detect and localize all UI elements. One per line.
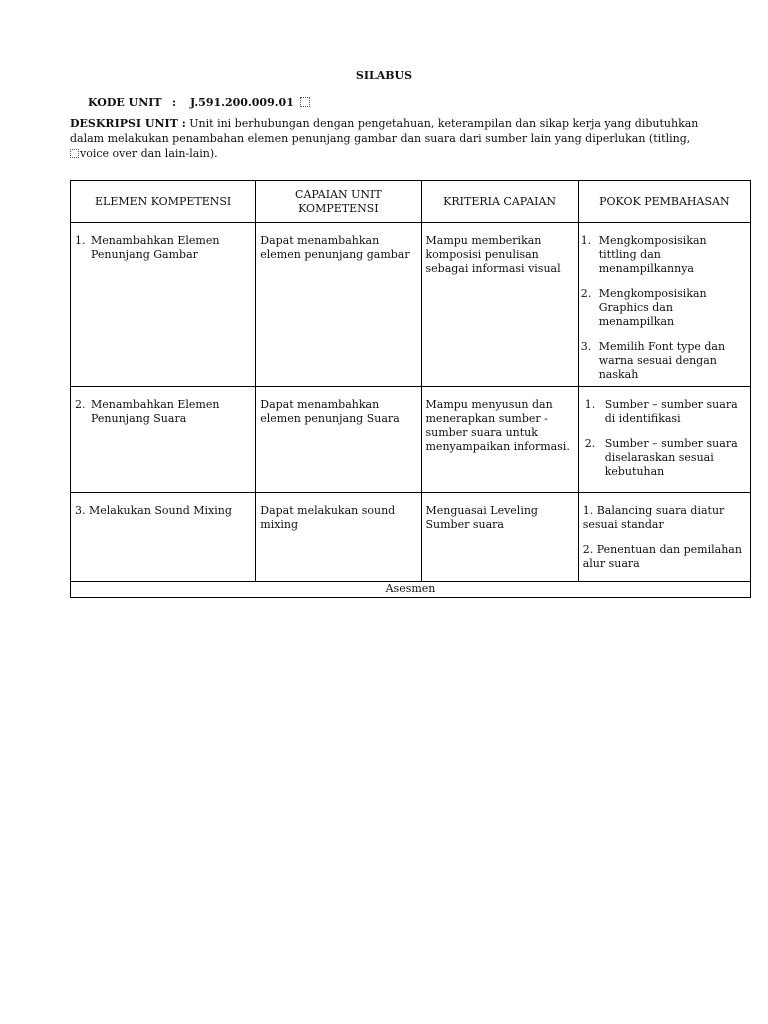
list-text: Sumber – sumber suara di identifikasi [604,398,738,425]
page-title: SILABUS [355,69,413,82]
header-pokok-pembahasan: POKOK PEMBAHASAN [578,181,750,223]
list-item [581,234,748,276]
table-row [71,493,751,582]
capaian-text: Dapat menambahkan elemen penunjang gambar [260,234,410,261]
list-item [581,287,748,329]
capaian-text: Dapat menambahkan elemen penunjang Suara [260,398,400,425]
pokok-cell [578,493,750,582]
pokok-cell [578,387,750,493]
kriteria-cell [421,493,578,582]
kriteria-cell [421,387,578,493]
kriteria-text: Mampu menyusun dan menerapkan sumber - sumber suara untuk menyampaikan informasi. [425,398,570,453]
list-number: 2. [584,437,596,450]
kriteria-cell [421,223,578,387]
kode-unit-row [88,96,310,109]
elemen-cell [71,493,256,582]
list-text: Mengkomposisikan tittling dan menampilkannya [598,234,707,275]
list-number: 2. [580,287,592,300]
header-elemen-kompetensi: ELEMEN KOMPETENSI [71,181,256,223]
list-item [581,340,748,382]
capaian-text: Dapat melakukan sound mixing [260,504,396,531]
capaian-cell [256,493,421,582]
kode-unit-value: J.591.200.009.01 [190,96,294,109]
table-row [71,387,751,493]
list-text: Mengkomposisikan Graphics dan menampilkan [598,287,707,328]
list-number: 3. [580,340,592,353]
table-header-row [71,181,751,223]
list-text: Sumber – sumber suara diselaraskan sesuai kebutuhan [604,437,738,478]
placeholder-box-icon [70,149,79,158]
list-item: 2. Penentuan dan pemilahan alur suara [582,543,742,570]
kriteria-text: Mampu memberikan komposisi penulisan sebagai informasi visual [425,234,561,275]
list-item [581,398,748,426]
list-item [581,437,748,479]
header-kriteria-capaian: KRITERIA CAPAIAN [421,181,578,223]
elemen-text: Menambahkan Elemen Penunjang Suara [91,398,220,425]
deskripsi-label: DESKRIPSI UNIT : [70,117,186,130]
kode-unit-label: KODE UNIT [88,96,162,109]
elemen-text: 3. Melakukan Sound Mixing [75,504,232,517]
list-item: 1. Balancing suara diatur sesuai standar [582,504,725,531]
deskripsi-unit [70,116,700,161]
table-row [71,223,751,387]
deskripsi-text-1: Unit ini berhubungan dengan pengetahuan, keterampilan dan sikap kerja yang dibutuhkan dalam melakukan penambahan elemen penunjang gambar dan suara dari sumber lain yang diperlukan (titling, [70,117,699,145]
list-number: 1. [580,234,592,247]
kriteria-text: Menguasai Leveling Sumber suara [425,504,538,531]
elemen-text: Menambahkan Elemen Penunjang Gambar [91,234,220,261]
silabus-table [70,180,751,598]
list-text: Memilih Font type dan warna sesuai dengan naskah [598,340,726,381]
elemen-number: 1. [75,234,86,247]
elemen-number: 2. [75,398,86,411]
deskripsi-text-2: voice over dan lain-lain). [80,147,218,160]
capaian-cell [256,223,421,387]
elemen-cell [71,223,256,387]
kode-unit-colon: : [172,96,177,109]
elemen-cell [71,387,256,493]
pokok-cell [578,223,750,387]
asesmen-row [71,582,751,598]
placeholder-box-icon [300,97,310,107]
header-capaian-unit: CAPAIAN UNIT KOMPETENSI [256,181,421,223]
asesmen-cell: Asesmen [71,582,751,598]
list-number: 1. [584,398,596,411]
capaian-cell [256,387,421,493]
